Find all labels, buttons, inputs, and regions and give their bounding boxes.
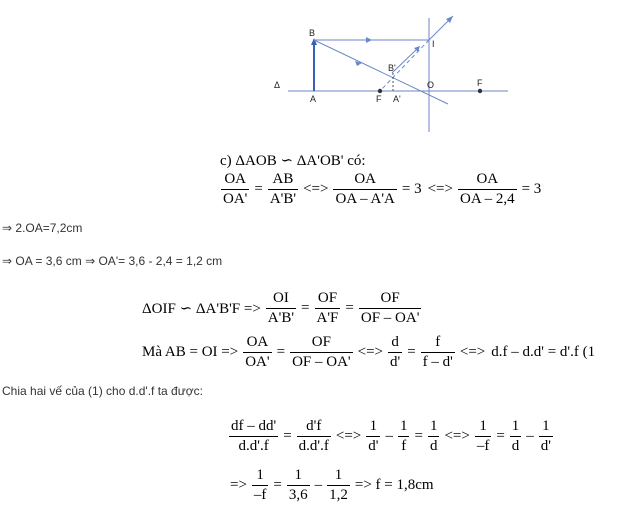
ray-b-prime: [392, 48, 418, 73]
label-a-prime: A': [393, 94, 401, 104]
equation-similar-triangles-oif: ΔOIF ∽ ΔA'B'F => $\frac{OI}{A'B'}$ = $\frac{OF}{A'F}$ = $\frac{OF}{OF - OA'}$: [142, 290, 420, 326]
ray-arrowhead-1: [366, 37, 372, 43]
fraction: $\frac{d}{d'}$: [390, 334, 401, 370]
label-delta: Δ: [274, 80, 281, 90]
fraction: $\frac{d'f}{d.d'.f}$: [298, 418, 329, 454]
fraction: $\frac{f}{f - d'}$: [422, 334, 453, 370]
fraction: $\frac{1}{f}$: [399, 418, 408, 454]
label-f-right: F: [477, 78, 483, 88]
fraction: $\frac{AB}{A'B'}$: [269, 171, 297, 207]
label-b: B: [309, 28, 316, 38]
fraction: $\frac{1}{3,6}$: [288, 467, 308, 503]
fraction: $\frac{df - dd'}{d.d'.f}$: [231, 418, 277, 454]
fraction: $\frac{1}{d'}$: [540, 418, 551, 454]
label-i: I: [432, 39, 435, 49]
equation-divide-result: $\frac{df - dd'}{d.d'.f}$ = $\frac{d'f}{d.d'.f}$ <=> $\frac{1}{d'}$ – $\frac{1}{f}$ = $\frac{1}{d}$ <=> $\frac{1}{-f}$ = $\frac{1}{d}$ – $\frac{1}{d'}$: [231, 418, 551, 454]
note-divide-both-sides: Chia hai vế của (1) cho d.d'.f ta được:: [2, 384, 203, 398]
part-c-heading: c) ΔAOB ∽ ΔA'OB' có:: [220, 153, 366, 169]
fraction: $\frac{1}{d}$: [511, 418, 520, 454]
label-f-left: F: [376, 94, 382, 104]
result-line-1: ⇒ 2.OA=7,2cm: [2, 221, 83, 235]
equation-ab-equals-oi: Mà AB = OI => $\frac{OA}{OA'}$ = $\frac{OF}{OF - OA'}$ <=> $\frac{d}{d'}$ = $\frac{f}{f - d'}$ <=> d.f – d.d' = d'.f (1: [142, 334, 596, 370]
fraction: $\frac{1}{-f}$: [253, 467, 267, 503]
fraction: $\frac{OA}{OA'}$: [245, 334, 270, 370]
focal-point-left: [378, 89, 382, 93]
fraction: $\frac{1}{1,2}$: [329, 467, 348, 503]
fraction: $\frac{1}{-f}$: [476, 418, 490, 454]
fraction: $\frac{OA}{OA - A'A}$: [335, 171, 395, 207]
fraction: $\frac{OF}{OF - OA'}$: [360, 290, 420, 326]
fraction: $\frac{OA}{OA - 2,4}$: [459, 171, 515, 207]
fraction: $\frac{OF}{A'F}$: [316, 290, 339, 326]
result-line-2: ⇒ OA = 3,6 cm ⇒ OA'= 3,6 - 2,4 = 1,2 cm: [2, 254, 223, 268]
fraction: $\frac{1}{d}$: [429, 418, 438, 454]
label-b-prime: B': [388, 63, 396, 73]
equation-final-focal-length: => $\frac{1}{-f}$ = $\frac{1}{3,6}$ – $\frac{1}{1,2}$ => f = 1,8cm: [230, 467, 434, 503]
focal-point-right: [478, 89, 482, 93]
equation-similar-triangles-aob: $\frac{OA}{OA'}$ = $\frac{AB}{A'B'}$ <=> $\frac{OA}{OA - A'A}$ = 3 <=> $\frac{OA}{OA - 2,4}$ = 3: [223, 171, 542, 207]
fraction: $\frac{OF}{OF - OA'}$: [292, 334, 351, 370]
fraction: $\frac{OI}{A'B'}$: [267, 290, 295, 326]
fraction: $\frac{1}{d'}$: [368, 418, 379, 454]
label-a: A: [310, 94, 317, 104]
lens-diagram: [0, 0, 631, 150]
fraction: $\frac{OA}{OA'}$: [223, 171, 248, 207]
label-o: O: [427, 80, 435, 90]
